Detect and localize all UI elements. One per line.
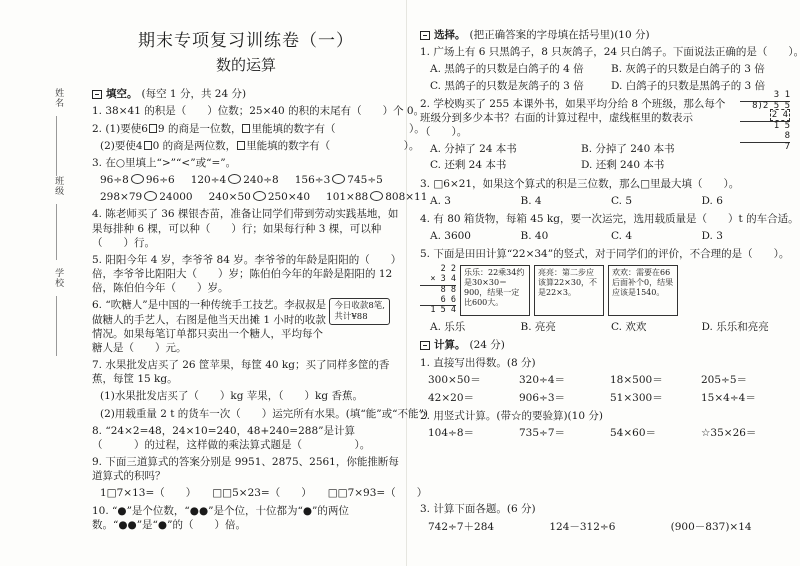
div-step: 8: [784, 131, 790, 142]
q6-text: 6. “吹糖人”是中国的一种传统手工技艺。李叔叔是做糖人的手艺人，右图是他当天出摊 1 小时的收款情况。如果每笔订单都只卖出一个糖人，平均每个糖人是（ ）元。: [92, 299, 327, 354]
calc-3-items: [428, 520, 792, 534]
section-note: (每空 1 分，共 24 分): [141, 88, 247, 101]
compare-left: 120÷4: [190, 174, 227, 187]
q2b-text: 里能填的数字有（ ）。: [246, 139, 420, 152]
page-divider: [406, 0, 407, 566]
page-title: 期末专项复习训练卷（一）: [138, 31, 354, 51]
choice-2: 2. 学校购买了 255 本课外书，如果平均分给 8 个班级，那么每个班级分到多少本书？右面的计算过程中，虚线框里的数表示（ ）。: [420, 97, 726, 139]
calc-item: 42×20＝: [428, 391, 475, 404]
choice-5-figure: [420, 265, 792, 316]
choice-2-block: [420, 89, 792, 173]
choice-5: 5. 下面是田田计算“22×34”的竖式，对于同学们的评价，不合理的是（ ）。: [420, 248, 790, 261]
compare-circle[interactable]: [370, 191, 383, 201]
question-10: 10. “●”是个位数，“●●”是个位，十位都为“●”的两位数。“●●”是“●”的（ ）倍。: [92, 504, 349, 531]
margin-line: [56, 204, 57, 260]
div-row: 8)2 5 5: [740, 101, 790, 112]
option[interactable]: D. 乐乐和亮亮: [701, 321, 769, 334]
compare-item: [191, 173, 279, 187]
option[interactable]: D. 还剩 240 本书: [581, 159, 665, 172]
choice-4-options: [430, 229, 792, 243]
compare-left: 298×79: [100, 191, 143, 204]
section-title: 计算。: [434, 339, 466, 352]
calc-line: × 3 4: [430, 274, 456, 285]
margin-label-name: 姓名: [53, 88, 64, 108]
option[interactable]: B. 亮亮: [520, 321, 556, 334]
calc-line: 6 6: [440, 294, 456, 305]
section-icon: [420, 341, 430, 350]
margin-line: [56, 116, 57, 176]
question-6: [92, 298, 400, 355]
calc-line: 2 2: [440, 264, 456, 275]
option[interactable]: B. 分掉了 240 本书: [581, 143, 675, 156]
compare-circle[interactable]: [144, 191, 157, 201]
blank-box[interactable]: [144, 141, 152, 150]
calc-item: 54×60＝: [610, 427, 657, 440]
compare-item: [295, 173, 383, 187]
compare-item: [326, 190, 427, 204]
div-dividend: 2 5 5: [762, 100, 790, 111]
comment-box-huanhuan: 欢欢：需要在66后面补个0，结果应该是1540。: [608, 265, 678, 316]
option[interactable]: B. 4: [520, 194, 542, 207]
option[interactable]: C. 4: [611, 230, 633, 243]
choice-4: 4. 有 80 箱货物，每箱 45 kg，要一次运完，选用载质量是（ ）t 的车合适。: [420, 212, 799, 225]
option[interactable]: C. 还剩 24 本书: [430, 159, 507, 172]
option[interactable]: D. 6: [701, 194, 723, 207]
question-5: 5. 阳阳今年 4 岁，李爷爷 84 岁。李爷爷的年龄是阳阳的（ ）倍，李爷爷比阳阳大（ ）岁；陈伯伯今年的年龄是阳阳的 12 倍，陈伯伯今年（ ）岁。: [92, 253, 396, 295]
question-2a: [92, 122, 425, 136]
option[interactable]: C. 5: [611, 194, 633, 207]
question-1: 1. 38×41 的积是（ ）位数；25×40 的积的末尾有（ ）个 0。: [92, 105, 425, 118]
choice-5-options: [430, 320, 792, 334]
calc-item: 124－312÷6: [549, 520, 616, 533]
calc-item: 51×300＝: [610, 391, 663, 404]
calc-2-items: [428, 426, 792, 440]
comment-box-liangliang: 亮亮：第二步应该算22×30，不是22×3。: [534, 265, 604, 316]
section-header-choice: [420, 28, 792, 42]
q9-item: 1□7×13=（ ）: [100, 487, 197, 500]
q2b-text: (2)要使4: [100, 139, 143, 152]
margin-label-school: 学校: [53, 268, 64, 288]
calc-item: (900－837)×14: [670, 520, 752, 533]
compare-right: 250×40: [267, 191, 311, 204]
choice-2-options: [430, 142, 792, 172]
q2b-text: 0 的商是两位数，: [152, 139, 237, 152]
calc-1-items: [428, 373, 792, 405]
sign-line: 共计¥88: [334, 311, 368, 322]
compare-left: 240×50: [208, 191, 251, 204]
section-note: (24 分): [469, 339, 505, 352]
option[interactable]: B. 灰鸽子的只数是白鸽子的 3 倍: [611, 63, 765, 76]
compare-circle[interactable]: [253, 191, 266, 201]
calc-item: 300×50＝: [428, 373, 481, 386]
calc-item: 735÷7＝: [519, 427, 566, 440]
compare-row-2: [92, 190, 428, 204]
calc-item: 15×4÷4＝: [701, 391, 756, 404]
section-header-fill: [92, 87, 400, 101]
left-column: [92, 26, 428, 556]
compare-left: 156÷3: [294, 174, 331, 187]
compare-item: [209, 190, 310, 204]
div-quotient: 3 1: [773, 89, 790, 100]
option[interactable]: C. 黑鸽子的只数是灰鸽子的 3 倍: [430, 79, 584, 92]
compare-left: 101×88: [326, 191, 369, 204]
blank-box: [237, 141, 245, 150]
compare-right: 808×11: [385, 191, 428, 204]
option[interactable]: D. 3: [701, 230, 723, 243]
answer-space: [420, 444, 792, 502]
option[interactable]: C. 欢欢: [611, 321, 647, 334]
calc-item: 906÷3＝: [519, 391, 566, 404]
question-7b: (2)用载重量 2 t 的货车一次（ ）运完所有水果。(填“能”或“不能”): [100, 407, 428, 420]
compare-item: [100, 190, 193, 204]
margin-line: [56, 296, 57, 356]
long-division-diagram: [740, 91, 790, 153]
calc-2: 2. 用竖式计算。(带☆的要验算)(10 分): [420, 410, 603, 423]
section-icon: [420, 31, 430, 40]
compare-left: 96÷8: [100, 174, 129, 187]
question-7: 7. 水果批发店买了 26 筐苹果，每筐 40 kg；买了同样多筐的香蕉，每筐 15 kg。: [92, 359, 390, 386]
comment-box-lele: 乐乐：22乘34约是30×30＝900，结果一定比600大。: [460, 265, 530, 316]
q9-item: □□5×23=（ ）: [212, 487, 312, 500]
question-4: 4. 陈老师买了 36 棵银杏苗，准备让同学们带到劳动实践基地，如果每排种 6 棵，可以种（ ）行；如果每行种 3 棵，可以种（ ）行。: [92, 208, 399, 249]
question-7a: (1)水果批发店买了（ ）kg 苹果，（ ）kg 香蕉。: [100, 390, 363, 403]
calc-item: 205÷5＝: [701, 373, 748, 386]
q2a-text: 2. (1)要使6: [92, 122, 148, 135]
page-subtitle: 数的运算: [215, 55, 276, 74]
div-step: [740, 111, 790, 121]
margin-label-class: 班级: [53, 176, 64, 196]
option[interactable]: A. 3600: [430, 230, 471, 243]
question-8: 8. “24×2=48，24×10=240，48+240=288”是计算（ ）的过程，这样做的乘法算式题是（ ）。: [92, 424, 371, 451]
div-dashed-box: 2 4: [771, 110, 788, 121]
q2a-text: 里能填的数字有（ ）。: [251, 122, 425, 135]
choice-3: 3. □6×21，如果这个算式的积是三位数，那么□里最大填（ ）。: [420, 177, 740, 190]
calc-1: 1. 直接写出得数。(8 分): [420, 356, 536, 369]
sign-line: 今日收款8笔,: [334, 301, 385, 312]
calc-item: ☆35×26＝: [701, 427, 757, 440]
compare-circle[interactable]: [131, 174, 144, 184]
choice-1: 1. 广场上有 6 只黑鸽子，8 只灰鸽子，24 只白鸽子。下面说法正确的是（ ）。: [420, 46, 804, 59]
calc-item: 742÷7＋284: [428, 520, 495, 533]
compare-item: [100, 173, 175, 187]
question-2b: [92, 139, 420, 153]
section-header-calc: [420, 338, 792, 352]
calc-item: 18×500＝: [610, 373, 663, 386]
compare-circle[interactable]: [332, 174, 345, 184]
option[interactable]: B. 40: [520, 230, 549, 243]
blank-box[interactable]: [149, 124, 157, 133]
compare-right: 240÷8: [243, 174, 279, 187]
question-9-items: [92, 486, 428, 500]
option[interactable]: D. 白鸽子的只数是黑鸽子的 3 倍: [611, 79, 766, 92]
compare-row-1: [92, 173, 400, 187]
question-3: 3. 在○里填上“>”“<”或“=”。: [92, 156, 237, 169]
option[interactable]: A. 分掉了 24 本书: [430, 143, 517, 156]
section-title: 选择。: [434, 29, 466, 41]
compare-right: 24000: [159, 191, 193, 204]
calc-3: 3. 计算下面各题。(6 分): [420, 503, 536, 516]
q9-item: □□7×93=（ ）: [327, 487, 428, 500]
compare-right: 96÷6: [145, 174, 175, 187]
option[interactable]: A. 乐乐: [430, 321, 466, 334]
right-column: [420, 26, 804, 556]
binding-margin: [0, 0, 92, 566]
q2a-text: 9 的商是一位数，: [157, 122, 242, 135]
compare-circle[interactable]: [228, 174, 241, 184]
option[interactable]: A. 3: [430, 194, 451, 207]
section-icon: [92, 90, 102, 99]
div-remainder: 7: [740, 142, 790, 153]
div-divisor: 8: [752, 100, 758, 111]
question-9: 9. 下面三道算式的答案分别是 9951、2875、2561，你能推断每道算式的积吗？: [92, 456, 399, 483]
calc-item: 320÷4＝: [519, 373, 566, 386]
option[interactable]: A. 黑鸽子的只数是白鸽子的 4 倍: [430, 63, 584, 76]
calc-item: 104÷8＝: [428, 427, 475, 440]
compare-right: 745÷5: [347, 174, 383, 187]
calc-line: 1 5 4: [420, 305, 456, 316]
div-step: 1 5: [740, 121, 790, 132]
payment-sign: [329, 298, 390, 324]
choice-3-options: [430, 194, 792, 208]
section-title: 填空。: [106, 88, 138, 101]
blank-box: [242, 124, 250, 133]
choice-1-options: [430, 62, 792, 92]
section-note: (把正确答案的字母填在括号里)(10 分): [469, 29, 650, 41]
calc-line: 8 8: [420, 285, 456, 296]
vertical-calculation: [420, 265, 456, 316]
